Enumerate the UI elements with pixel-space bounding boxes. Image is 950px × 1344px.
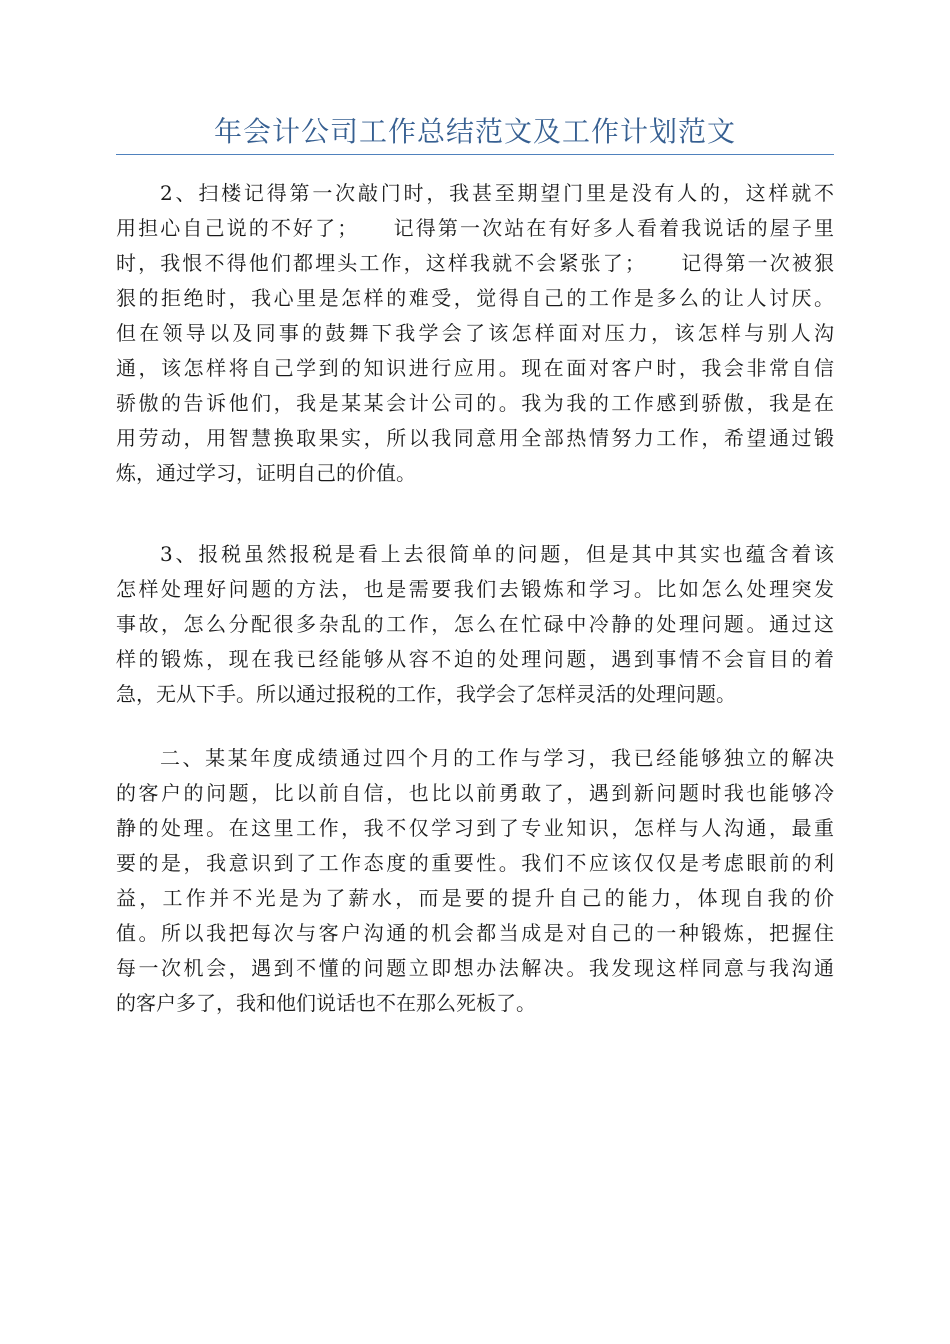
- paragraph-line: 二、某某年度成绩通过四个月的工作与学习，我已经能够独立的解决: [160, 746, 834, 770]
- paragraph-line: 要的是，我意识到了工作态度的重要性。我们不应该仅仅是考虑眼前的利: [116, 851, 834, 875]
- paragraph-line: 事故，怎么分配很多杂乱的工作，怎么在忙碌中冷静的处理问题。通过这: [116, 612, 834, 636]
- paragraph-line: 用担心自己说的不好了； 记得第一次站在有好多人看着我说话的屋子里: [116, 216, 834, 240]
- paragraph-line: 用劳动，用智慧换取果实，所以我同意用全部热情努力工作，希望通过锻: [116, 426, 834, 450]
- paragraph-line: 值。所以我把每次与客户沟通的机会都当成是对自己的一种锻炼，把握住: [116, 921, 834, 945]
- paragraph-annual-achievements: [116, 741, 834, 1021]
- paragraph-line: 炼，通过学习，证明自己的价值。: [116, 461, 416, 485]
- document-title: 年会计公司工作总结范文及工作计划范文: [213, 115, 736, 148]
- paragraph-line: 样的锻炼，现在我已经能够从容不迫的处理问题，遇到事情不会盲目的着: [116, 647, 834, 671]
- paragraph-line: 的客户的问题，比以前自信，也比以前勇敢了，遇到新问题时我也能够冷: [116, 781, 834, 805]
- paragraph-tax-filing: [116, 537, 834, 712]
- paragraph-line: 时，我恨不得他们都埋头工作，这样我就不会紧张了； 记得第一次被狠: [116, 251, 834, 275]
- paragraph-line: 但在领导以及同事的鼓舞下我学会了该怎样面对压力，该怎样与别人沟: [116, 321, 834, 345]
- paragraph-line: 通，该怎样将自己学到的知识进行应用。现在面对客户时，我会非常自信: [116, 356, 834, 380]
- paragraph-line: 骄傲的告诉他们，我是某某会计公司的。我为我的工作感到骄傲，我是在: [116, 391, 834, 415]
- paragraph-line: 急，无从下手。所以通过报税的工作，我学会了怎样灵活的处理问题。: [116, 682, 736, 706]
- paragraph-line: 的客户多了，我和他们说话也不在那么死板了。: [116, 991, 536, 1015]
- paragraph-line: 静的处理。在这里工作，我不仅学习到了专业知识，怎样与人沟通，最重: [116, 816, 834, 840]
- paragraph-line: 益，工作并不光是为了薪水，而是要的提升自己的能力，体现自我的价: [116, 886, 834, 910]
- title-underline-divider: [116, 154, 834, 155]
- paragraph-line: 2、扫楼记得第一次敲门时，我甚至期望门里是没有人的，这样就不: [160, 181, 834, 205]
- paragraph-line: 狠的拒绝时，我心里是怎样的难受，觉得自己的工作是多么的让人讨厌。: [116, 286, 834, 310]
- paragraph-line: 每一次机会，遇到不懂的问题立即想办法解决。我发现这样同意与我沟通: [116, 956, 834, 980]
- paragraph-line: 3、报税虽然报税是看上去很简单的问题，但是其中其实也蕴含着该: [160, 542, 834, 566]
- paragraph-sweeping-buildings: [116, 176, 834, 491]
- paragraph-line: 怎样处理好问题的方法，也是需要我们去锻炼和学习。比如怎么处理突发: [116, 577, 834, 601]
